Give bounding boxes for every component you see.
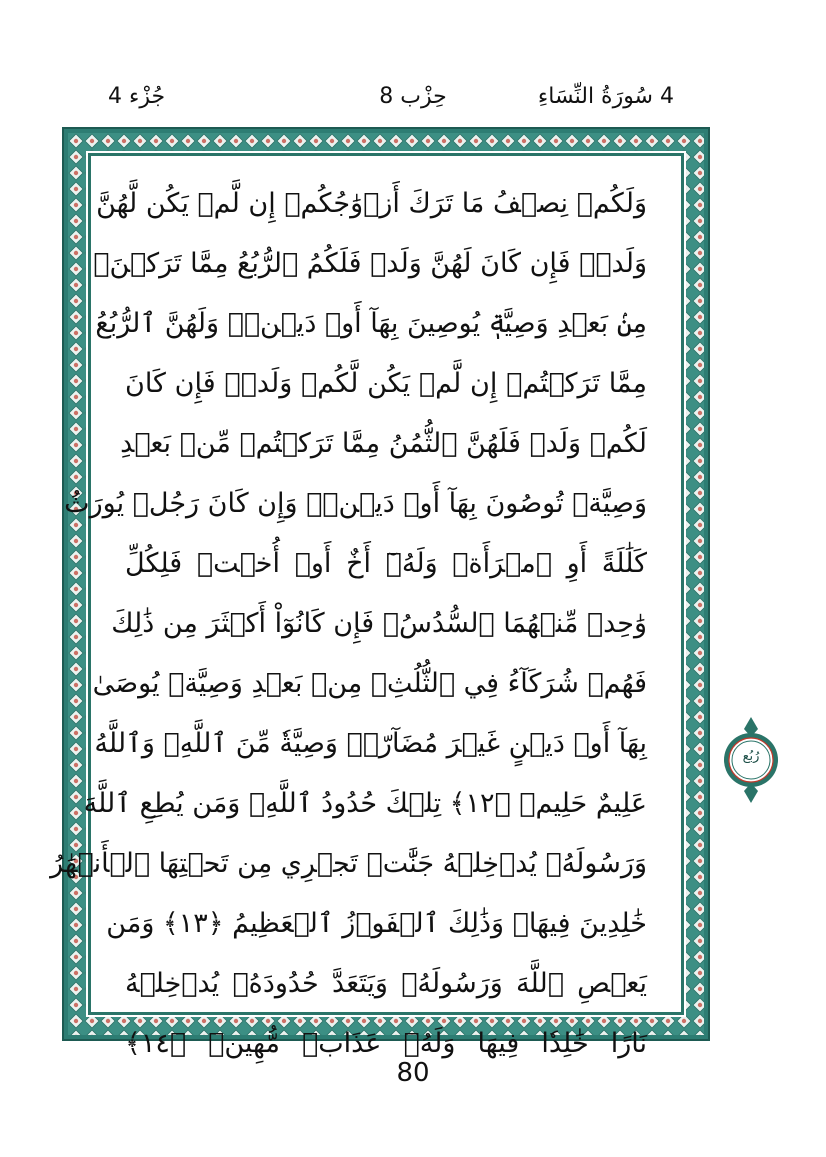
page-number: 80 [396,1058,430,1088]
rub-label: رُبُع [742,749,760,764]
juz-header: جُزْء 4 [108,84,166,109]
verse-line: وَصِيَّةٖ تُوصُونَ بِهَآ أَوۡ دَيۡنٖۗ وَإِن كَانَ رَجُلٞ يُورَثُ [64,488,647,519]
surah-name-header: 4 سُورَةُ النِّسَاءِ [537,84,674,109]
ornamental-frame [50,127,710,1059]
text-area [50,153,684,1059]
verse-line: فَهُمۡ شُرَكَآءُ فِي ٱلثُّلُثِۚ مِنۢ بَعۡدِ وَصِيَّةٖ يُوصَىٰ [92,668,647,699]
verse-lines [50,174,647,1059]
verse-line: مِمَّا تَرَكۡتُمۡ إِن لَّمۡ يَكُن لَّكُمۡ وَلَدٞۚ فَإِن كَانَ [125,368,647,399]
verse-line: كَلَٰلَةً أَوِ ٱمۡرَأَةٞ وَلَهُۥٓ أَخٌ أَوۡ أُخۡتٞ فَلِكُلِّ [125,548,647,579]
verse-line: وَٰحِدٖ مِّنۡهُمَا ٱلسُّدُسُۚ فَإِن كَانُوٓاْ أَكۡثَرَ مِن ذَٰلِكَ [111,608,647,639]
verse-line: نَارًا خَٰلِدٗا فِيهَا وَلَهُۥ عَذَابٞ مُّهِينٞ ﴿١٤﴾ [125,1028,647,1059]
verse-line: وَرَسُولَهُۥ يُدۡخِلۡهُ جَنَّٰتٖ تَجۡرِي مِن تَحۡتِهَا ٱلۡأَنۡهَٰرُ [50,848,647,879]
verse-line: عَلِيمٌ حَلِيمٞ ﴿١٢﴾ تِلۡكَ حُدُودُ ٱللَّهِۚ وَمَن يُطِعِ ٱللَّهَ [83,788,647,819]
verse-line: وَلَكُمۡ نِصۡفُ مَا تَرَكَ أَزۡوَٰجُكُمۡ إِن لَّمۡ يَكُن لَّهُنَّ [96,188,647,219]
verse-line: وَلَدٞۚ فَإِن كَانَ لَهُنَّ وَلَدٞ فَلَكُمُ ٱلرُّبُعُ مِمَّا تَرَكۡنَۚ [93,248,647,279]
hizb-header: حِزْب 8 [379,84,447,109]
verse-line: لَكُمۡ وَلَدٞ فَلَهُنَّ ٱلثُّمُنُ مِمَّا تَرَكۡتُمۚ مِّنۢ بَعۡدِ [120,428,647,459]
rub-el-hizb-marker [718,715,784,805]
verse-line: خَٰلِدِينَ فِيهَاۚ وَذَٰلِكَ ٱلۡفَوۡزُ ٱلۡعَظِيمُ ﴿١٣﴾ وَمَن [106,908,647,939]
verse-line: بِهَآ أَوۡ دَيۡنٍ غَيۡرَ مُضَآرّٖۚ وَصِيَّةٗ مِّنَ ٱللَّهِۗ وَٱللَّهُ [94,728,647,759]
verse-line: مِنۢ بَعۡدِ وَصِيَّةٖ يُوصِينَ بِهَآ أَوۡ دَيۡنٖۚ وَلَهُنَّ ٱلرُّبُعُ [95,308,647,339]
verse-line: يَعۡصِ ٱللَّهَ وَرَسُولَهُۥ وَيَتَعَدَّ حُدُودَهُۥ يُدۡخِلۡهُ [125,968,647,999]
